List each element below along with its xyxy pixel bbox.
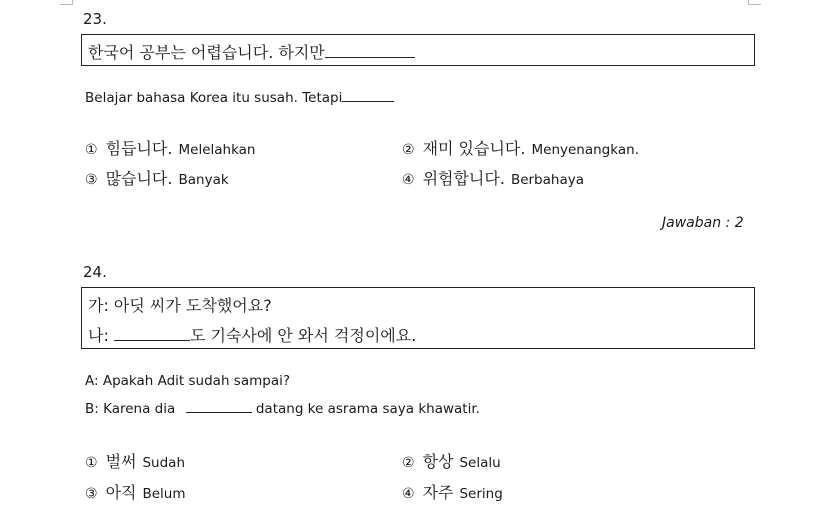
option-marker: ① [85,455,98,471]
option-meaning: Sering [459,486,503,502]
option-meaning: Selalu [459,455,501,471]
page-corner-mark-right [748,0,761,5]
question-23-option-4 [402,166,584,189]
option-korean: 벌써 [105,452,137,471]
question-24-option-4 [402,480,503,503]
page-corner-mark-left [60,0,73,5]
option-korean: 힘듭니다. [105,139,173,158]
option-korean: 아직 [105,483,137,502]
question-24-blank [114,339,190,341]
option-marker: ④ [402,486,415,502]
question-23-translation-text: Belajar bahasa Korea itu susah. Tetapi [85,90,343,106]
question-23-number: 23. [83,10,107,28]
option-meaning: Banyak [178,172,229,188]
option-meaning: Belum [142,486,186,502]
option-meaning: Berbahaya [510,172,584,188]
option-korean: 자주 [422,483,454,502]
question-24-translation-line-2 [85,401,480,417]
question-24-translation-suffix: datang ke asrama saya khawatir. [251,401,480,417]
question-24-korean-line-1: 가: 아딧 씨가 도착했어요? [88,296,272,315]
question-23-blank [325,56,415,58]
question-23-option-2 [402,136,639,159]
option-meaning: Melelahkan [178,142,256,158]
option-marker: ② [402,142,415,158]
question-24-number: 24. [83,263,107,281]
question-24-translation-prefix: B: Karena dia [85,401,180,417]
question-23-translation-blank [342,100,394,102]
question-24-korean-line-2-suffix: 도 기숙사에 안 와서 걱정이에요. [189,326,417,345]
option-korean: 재미 있습니다. [422,139,526,158]
question-24-korean-line-2-prefix: 나: [88,326,114,345]
question-24-translation-blank [186,411,252,413]
option-korean: 항상 [422,452,454,471]
question-24-korean-line-2 [88,323,416,346]
question-23-option-3 [85,166,229,189]
option-meaning: Sudah [142,455,186,471]
question-24-prompt-box [81,287,755,349]
option-marker: ② [402,455,415,471]
question-23-prompt-box [81,34,755,66]
option-korean: 많습니다. [105,169,173,188]
question-24-option-3 [85,480,186,503]
question-24-option-1 [85,449,185,472]
option-marker: ④ [402,172,415,188]
option-marker: ① [85,142,98,158]
question-23-korean-prompt: 한국어 공부는 어렵습니다. 하지만 [88,43,325,62]
question-24-option-2 [402,449,501,472]
option-meaning: Menyenangkan. [531,142,639,158]
option-marker: ③ [85,172,98,188]
question-24-translation-line-1: A: Apakah Adit sudah sampai? [85,373,291,389]
question-23-option-1 [85,136,255,159]
question-23-answer: Jawaban : 2 [662,215,744,231]
question-23-translation [85,90,394,106]
option-marker: ③ [85,486,98,502]
option-korean: 위험합니다. [422,169,505,188]
